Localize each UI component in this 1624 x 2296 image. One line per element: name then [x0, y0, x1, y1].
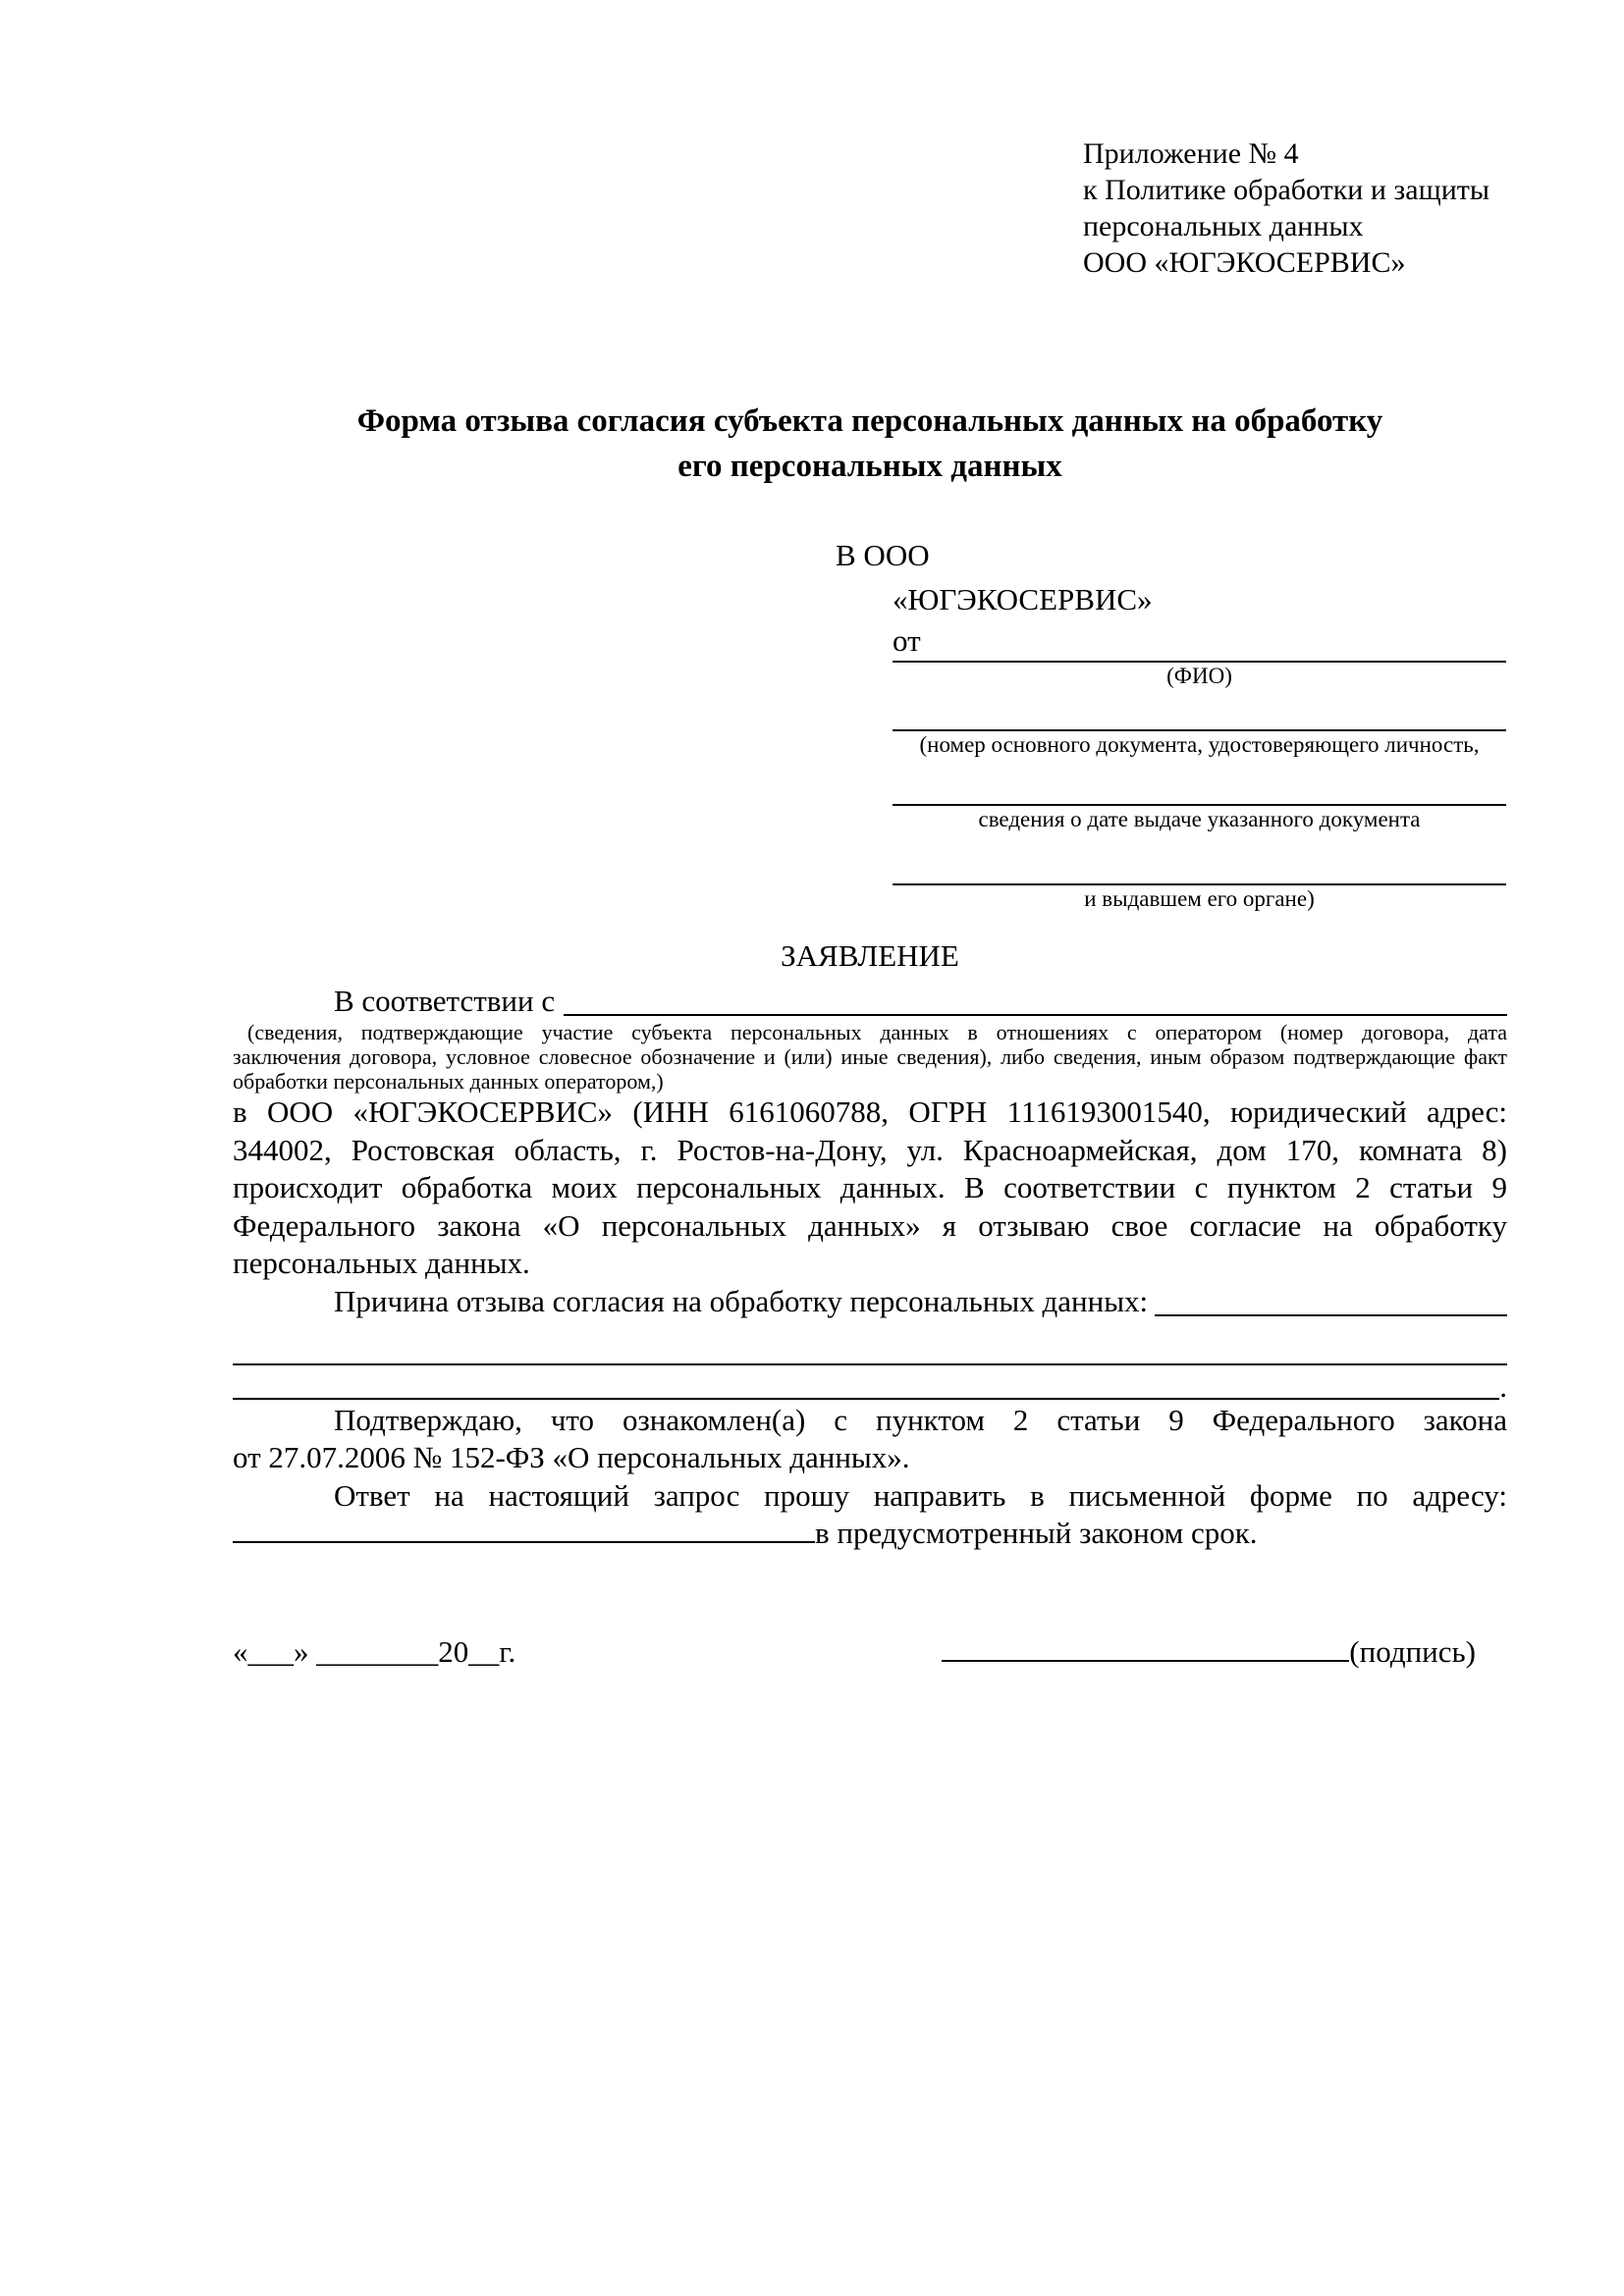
body-line-4: Федерального закона «О персональных данных» я отзываю свое согласие на обработку — [233, 1207, 1507, 1243]
issuing-authority-caption: и выдавшем его органе) — [1084, 886, 1315, 911]
annex-line-2: к Политике обработки и защиты — [1083, 174, 1490, 206]
footnote-block — [233, 1020, 1507, 1094]
document-title — [233, 399, 1507, 489]
accordance-prefix: В соответствии с — [334, 984, 556, 1018]
addressee-fields — [893, 661, 1506, 912]
signature-area — [942, 1633, 1476, 1671]
footnote-line-1: (сведения, подтверждающие участие субъекта персональных данных в отношениях с оператором (номер договора, дата — [247, 1020, 1507, 1044]
addressee-org-line-1: В ООО — [836, 538, 930, 572]
footnote-line-3: обработки персональных данных оператором,) — [233, 1069, 664, 1094]
accordance-blank-line — [564, 983, 1507, 1016]
reason-blank-line-2 — [233, 1320, 1507, 1365]
footnote-line-2: заключения договора, условное словесное обозначение и (или) иные сведения), либо сведения, иным образом подтверждающие факт — [233, 1044, 1507, 1069]
title-line-1: Форма отзыва согласия субъекта персональных данных на обработку — [356, 403, 1383, 439]
accordance-line — [233, 983, 1507, 1020]
annex-line-1: Приложение № 4 — [1083, 137, 1299, 170]
response-line-1: Ответ на настоящий запрос прошу направить в письменной форме по адресу: — [334, 1477, 1507, 1513]
confirmation-line-2: от 27.07.2006 № 152-ФЗ «О персональных данных». — [233, 1440, 910, 1474]
signature-blank-line — [942, 1660, 1349, 1662]
annex-line-3: персональных данных — [1083, 210, 1364, 242]
reason-blank-line-3-period: . — [1499, 1368, 1507, 1404]
signing-row — [233, 1633, 1507, 1671]
confirmation-paragraph — [233, 1402, 1507, 1477]
body-line-3: происходит обработка моих персональных данных. В соответствии с пунктом 2 статьи 9 — [233, 1170, 1507, 1204]
signature-caption: (подпись) — [1349, 1633, 1476, 1669]
annex-block — [233, 135, 1507, 281]
address-blank-line — [233, 1541, 815, 1543]
date-placeholder: «___» ________20__г. — [233, 1633, 516, 1669]
addressee-from-label: от — [893, 623, 921, 658]
document-content — [233, 0, 1507, 1671]
reason-blank-line-1 — [1155, 1283, 1507, 1316]
fio-caption: (ФИО) — [1166, 664, 1232, 688]
response-paragraph — [233, 1477, 1507, 1553]
document-number-caption: (номер основного документа, удостоверяющего личность, — [919, 732, 1480, 757]
confirmation-line-1: Подтверждаю, что ознакомлен(а) с пунктом 2 статьи 9 Федерального закона — [334, 1402, 1507, 1437]
body-line-1: в ООО «ЮГЭКОСЕРВИС» (ИНН 6161060788, ОГРН 1116193001540, юридический адрес: — [233, 1095, 1507, 1129]
response-line-2-suffix: в предусмотренный законом срок. — [815, 1516, 1258, 1550]
statement-body — [233, 1094, 1507, 1283]
annex-line-4: ООО «ЮГЭКОСЕРВИС» — [1083, 246, 1406, 279]
reason-label: Причина отзыва согласия на обработку персональных данных: — [334, 1283, 1149, 1318]
body-line-2: 344002, Ростовская область, г. Ростов-на-Дону, ул. Красноармейская, дом 170, комната 8) — [233, 1132, 1507, 1167]
reason-blank-line-3 — [233, 1365, 1507, 1404]
reason-blank-line-3-rule — [233, 1398, 1499, 1400]
statement-heading: ЗАЯВЛЕНИЕ — [781, 938, 959, 973]
addressee-org-line-2: «ЮГЭКОСЕРВИС» — [893, 582, 1153, 616]
addressee-inner — [233, 533, 1507, 912]
body-line-5: персональных данных. — [233, 1246, 530, 1280]
response-line-2 — [233, 1515, 1507, 1553]
addressee-block — [233, 533, 1507, 912]
issue-date-caption: сведения о дате выдаче указанного документа — [978, 807, 1421, 831]
title-line-2: его персональных данных — [677, 449, 1062, 484]
reason-line — [233, 1283, 1507, 1320]
